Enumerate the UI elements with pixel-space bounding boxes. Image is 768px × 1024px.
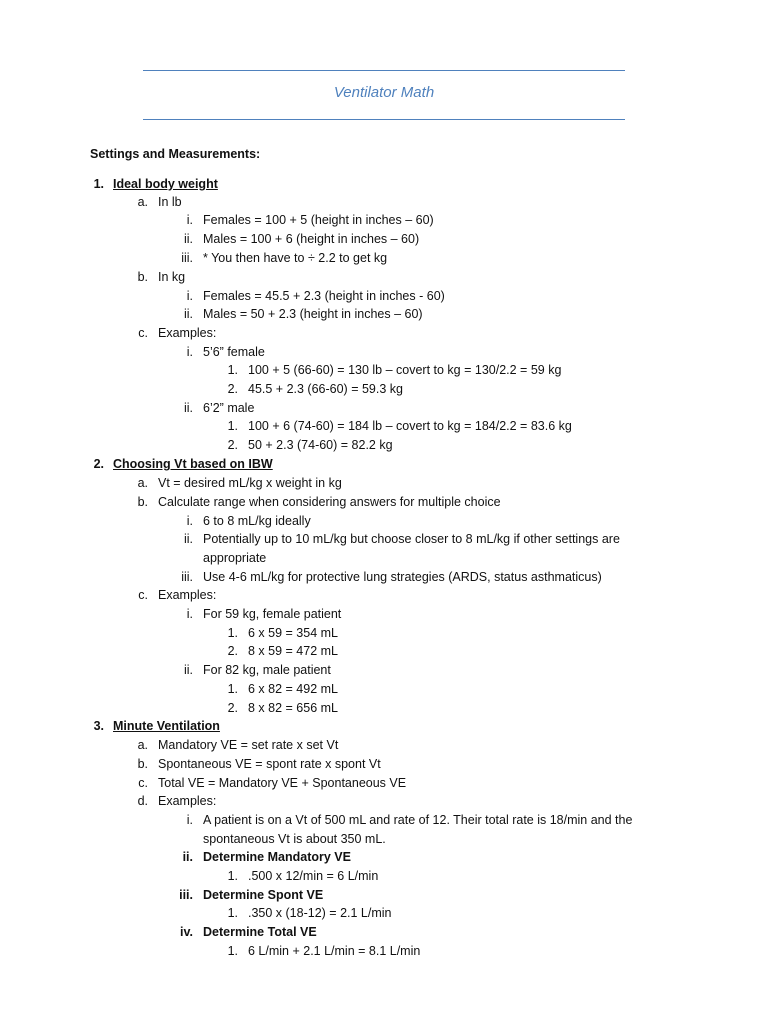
list-marker: c. [138, 588, 148, 602]
list-marker: iii. [179, 888, 193, 902]
outline-text: For 82 kg, male patient [203, 663, 331, 677]
list-marker: b. [137, 495, 148, 509]
outline-text: .350 x (18-12) = 2.1 L/min [248, 906, 392, 920]
outline-text: Use 4-6 mL/kg for protective lung strategies (ARDS, status asthmaticus) [203, 570, 602, 584]
list-marker: 1. [227, 682, 238, 696]
list-marker: ii. [183, 307, 193, 321]
outline-text: appropriate [203, 551, 267, 565]
list-marker: ii. [182, 850, 193, 864]
outline-text: Females = 45.5 + 2.3 (height in inches - 60) [203, 289, 445, 303]
outline-text: Examples: [158, 326, 217, 340]
list-marker: a. [137, 476, 148, 490]
list-marker: i. [186, 514, 193, 528]
list-marker: 1. [227, 906, 238, 920]
outline-text: Vt = desired mL/kg x weight in kg [158, 476, 342, 490]
outline-text: 6 to 8 mL/kg ideally [203, 514, 311, 528]
list-marker: 1. [227, 363, 238, 377]
outline-text: 8 x 59 = 472 mL [248, 644, 338, 658]
list-marker: 2. [227, 701, 238, 715]
list-marker: b. [137, 270, 148, 284]
outline-text: For 59 kg, female patient [203, 607, 342, 621]
outline-text: Spontaneous VE = spont rate x spont Vt [158, 757, 381, 771]
outline-text: Calculate range when considering answers for multiple choice [158, 495, 501, 509]
list-marker: 2. [227, 644, 238, 658]
list-marker: a. [137, 738, 148, 752]
outline-text: A patient is on a Vt of 500 mL and rate of 12. Their total rate is 18/min and the [203, 813, 633, 827]
list-marker: 2. [227, 438, 238, 452]
outline-text: 6’2” male [203, 401, 255, 415]
outline-text: Potentially up to 10 mL/kg but choose closer to 8 mL/kg if other settings are [203, 532, 620, 546]
list-marker: 2. [227, 382, 238, 396]
list-marker: 1. [227, 869, 238, 883]
header-rule-top [143, 70, 625, 71]
outline-text: * You then have to ÷ 2.2 to get kg [203, 251, 388, 265]
list-marker: c. [138, 776, 148, 790]
page-title: Ventilator Math [333, 84, 435, 101]
outline-text: Total VE = Mandatory VE + Spontaneous VE [158, 776, 407, 790]
outline-text: Examples: [158, 794, 217, 808]
outline-text: 100 + 5 (66-60) = 130 lb – covert to kg = 130/2.2 = 59 kg [248, 363, 562, 377]
outline-text: Females = 100 + 5 (height in inches – 60) [203, 213, 434, 227]
section-heading: Settings and Measurements: [90, 147, 261, 161]
list-marker: 1. [93, 177, 104, 191]
list-marker: c. [138, 326, 148, 340]
list-marker: b. [137, 757, 148, 771]
list-marker: 1. [227, 626, 238, 640]
list-marker: 2. [93, 457, 104, 471]
list-marker: ii. [183, 663, 193, 677]
list-marker: a. [137, 195, 148, 209]
outline-text: In kg [158, 270, 186, 284]
outline-text: 6 x 59 = 354 mL [248, 626, 338, 640]
outline-text: 50 + 2.3 (74-60) = 82.2 kg [248, 438, 393, 452]
list-marker: iii. [181, 570, 193, 584]
list-marker: i. [186, 213, 193, 227]
header-rule-bottom [143, 119, 625, 120]
list-marker: ii. [183, 532, 193, 546]
outline-text: 45.5 + 2.3 (66-60) = 59.3 kg [248, 382, 403, 396]
outline-text: 5’6” female [203, 345, 265, 359]
outline-text: Males = 50 + 2.3 (height in inches – 60) [203, 307, 423, 321]
list-marker: i. [186, 607, 193, 621]
outline-text: Examples: [158, 588, 217, 602]
outline-text: Determine Mandatory VE [203, 850, 351, 864]
outline-heading: Ideal body weight [113, 177, 218, 191]
outline-text: 8 x 82 = 656 mL [248, 701, 338, 715]
outline-text: In lb [158, 195, 182, 209]
outline-text: 6 x 82 = 492 mL [248, 682, 338, 696]
list-marker: i. [186, 345, 193, 359]
list-marker: iv. [180, 925, 193, 939]
list-marker: i. [186, 813, 193, 827]
list-marker: ii. [183, 232, 193, 246]
outline-heading: Minute Ventilation [113, 719, 220, 733]
outline-text: Males = 100 + 6 (height in inches – 60) [203, 232, 420, 246]
list-marker: ii. [183, 401, 193, 415]
outline-text: Determine Spont VE [203, 888, 324, 902]
list-marker: 1. [227, 419, 238, 433]
outline-text: Mandatory VE = set rate x set Vt [158, 738, 339, 752]
list-marker: iii. [181, 251, 193, 265]
list-marker: 3. [93, 719, 104, 733]
outline-heading: Choosing Vt based on IBW [113, 457, 273, 471]
list-marker: i. [186, 289, 193, 303]
outline-text: 100 + 6 (74-60) = 184 lb – covert to kg = 184/2.2 = 83.6 kg [248, 419, 572, 433]
outline-text: 6 L/min + 2.1 L/min = 8.1 L/min [248, 944, 421, 958]
outline-text: spontaneous Vt is about 350 mL. [203, 832, 386, 846]
outline-text: Determine Total VE [203, 925, 317, 939]
list-marker: 1. [227, 944, 238, 958]
outline-text: .500 x 12/min = 6 L/min [248, 869, 379, 883]
list-marker: d. [137, 794, 148, 808]
